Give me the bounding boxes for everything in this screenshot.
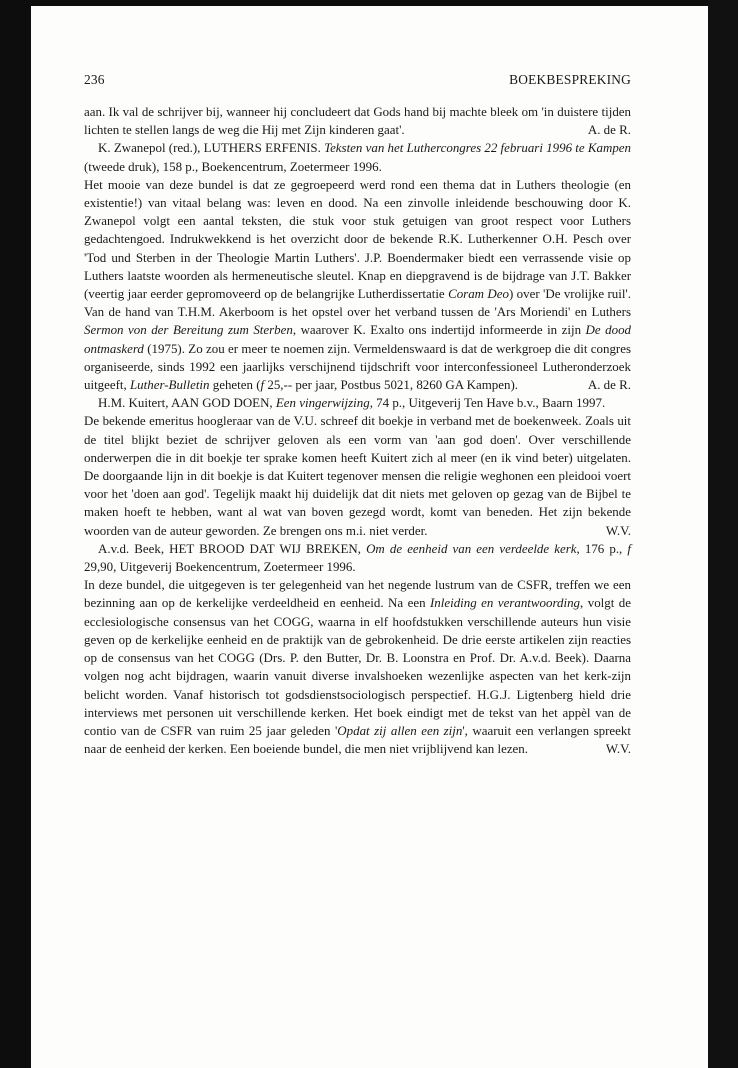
review3-body-part-c: ', waaruit een verlangen spreekt naar de eenheid der kerken. Een boeiende bundel, die men niet vrijblijvend kan lezen.: [84, 722, 631, 757]
review1-body-part-f: 25,-- per jaar, Postbus 5021, 8260 GA Kampen).: [264, 377, 519, 393]
review3-citation-pages: , 176 p.,: [576, 540, 628, 556]
scan-border-left: [0, 0, 31, 1068]
review1-title-coram-deo: Coram Deo: [448, 286, 509, 302]
page-number: 236: [84, 72, 105, 87]
review3-body-part-a: In deze bundel, die uitgegeven is ter gelegenheid van het negende lustrum van de CSFR, treffen we een bezinning aan op de kerkelijke verdeeldheid en eenheid. Na een: [84, 577, 631, 611]
review1-body-part-d: (1975). Zo zou er meer te noemen zijn. Vermeldenswaard is dat de werkgroep die dit congres organiseerde, sinds 1992 een jaarlijks verschijnend tijdschrift voor interconfessioneel Lutheronderzoek uitgeeft,: [84, 340, 631, 393]
review1-title-luther-bulletin: Luther-Bulletin: [129, 377, 210, 393]
review1-florin-sign: f: [260, 377, 265, 393]
scan-border-right: [708, 0, 738, 1068]
review1-title-sermon: Sermon von der Bereitung zum Sterben: [84, 322, 293, 338]
review1-body-part-a: Het mooie van deze bundel is dat ze gegroepeerd werd rond een thema dat in Luthers theologie (en existentie!) van vitaal belang was: leven en dood. Na een zinvolle inleidende beschouwing door K. Zwanepol volgt een aantal teksten, die stuk voor stuk getuigen van groot respect voor Luthers gedachtengoed. Indrukwekkend is het overzicht door de bekende R.K. Lutherkenner O.H. Pesch over 'Tod und Sterben in der Theologie Martin Luthers'. J.P. Boendermaker biedt een verrassende visie op Luthers laatste woorden als hermeneutische sleutel. Knap en diepgravend is de bijdrage van J.T. Bakker (veertig jaar eerder gepromoveerd op de belangrijke Lutherdissertatie: [84, 176, 631, 302]
review1-signature: A. de R.: [587, 377, 631, 393]
review2-signature: W.V.: [605, 522, 631, 538]
page-header: [84, 72, 631, 88]
review3-florin-sign: f: [627, 540, 632, 556]
review1-citation-subtitle: Teksten van het Luthercongres 22 februari 1996 te Kampen: [324, 140, 632, 156]
review3-body-part-b: , volgt de ecclesiologische consensus van het COGG, waarna in elf hoofdstukken verschillende auteurs hun visie geven op de kerkelijke eenheid en de praktijk van de gebrokenheid. De drie eerste artikelen zijn reacties op de consensus van het COGG (Drs. P. den Butter, Dr. B. Loonstra en Prof. Dr. A.v.d. Beek). Daarna volgen nog acht bijdragen, waarin vanuit diverse invalshoeken wezenlijke aspecten van het kerk-zijn belicht worden. Vanaf historisch tot godsdienstsociologisch perspectief. H.G.J. Ligtenberg hield drie interviews met personen uit verschillende kerken. Het boek eindigt met de tekst van het appèl van de contio van de CSFR van ruim 25 jaar geleden ': [84, 595, 631, 738]
review1-citation-publisher: (tweede druk), 158 p., Boekencentrum, Zoetermeer 1996.: [84, 158, 382, 174]
review1-citation-author-title: K. Zwanepol (red.), LUTHERS ERFENIS.: [98, 140, 325, 156]
review3-signature: W.V.: [605, 741, 631, 757]
review2-body-text: De bekende emeritus hoogleraar van de V.U. schreef dit boekje in verband met de boekenweek. Zoals uit de titel blijkt beziet de schrijver geloven als een vorm van 'aan god doen'. Over verschillende onderwerpen die in dit boekje ter sprake komen heeft Kuitert zich al meer (en ik vind beter) uitgelaten. De doorgaande lijn in dit boekje is dat Kuitert tegenover mensen die religie weghonen een pleidooi voert voor het 'doen aan god'. Tegelijk maakt hij duidelijk dat dit niets met geloven op gezag van de Bijbel te maken hoeft te hebben, want al wat van boven gezegd wordt, komt van beneden. Het zijn bekende woorden van de auteur geworden. Ze brengen ons m.i. niet verder.: [84, 413, 631, 538]
review1-title-dood-ontmaskerd: De dood ontmaskerd: [84, 322, 632, 356]
review3-citation-subtitle: Om de eenheid van een verdeelde kerk: [366, 540, 577, 556]
review3-citation-author-title: A.v.d. Beek, HET BROOD DAT WIJ BREKEN,: [98, 540, 367, 556]
review2-citation: [84, 394, 631, 412]
review0-signature: A. de R.: [587, 122, 631, 138]
review3-title-opdat: Opdat zij allen een zijn: [337, 722, 463, 738]
review3-citation-publisher: 29,90, Uitgeverij Boekencentrum, Zoetermeer 1996.: [84, 559, 356, 575]
review1-body-part-c: , waarover K. Exalto ons indertijd informeerde in zijn: [292, 322, 586, 338]
review1-body-part-e: geheten (: [209, 377, 261, 393]
review3-title-inleiding: Inleiding en verantwoording: [430, 595, 581, 611]
review1-body: [84, 176, 631, 394]
review1-body-part-b: ) over 'De vrolijke ruil'. Van de hand van T.H.M. Akerboom is het opstel over het verband tussen de 'Ars Moriendi' en Luthers: [84, 286, 631, 320]
review3-citation: [84, 540, 631, 576]
review-continuation: [84, 103, 631, 139]
review2-citation-subtitle: Een vingerwijzing: [275, 395, 370, 411]
review1-citation: [84, 139, 631, 175]
review2-citation-author-title: H.M. Kuitert, AAN GOD DOEN,: [98, 395, 276, 411]
page-content: [84, 103, 631, 758]
section-title: BOEKBESPREKING: [509, 72, 631, 87]
review3-body: [84, 576, 631, 758]
review0-text: aan. Ik val de schrijver bij, wanneer hij concludeert dat Gods hand bij machte bleek om 'in duistere tijden lichten te stellen langs de weg die Hij met Zijn kinderen gaat'.: [84, 104, 631, 138]
review2-body: [84, 412, 631, 539]
review2-citation-publisher: , 74 p., Uitgeverij Ten Have b.v., Baarn 1997.: [369, 395, 606, 411]
